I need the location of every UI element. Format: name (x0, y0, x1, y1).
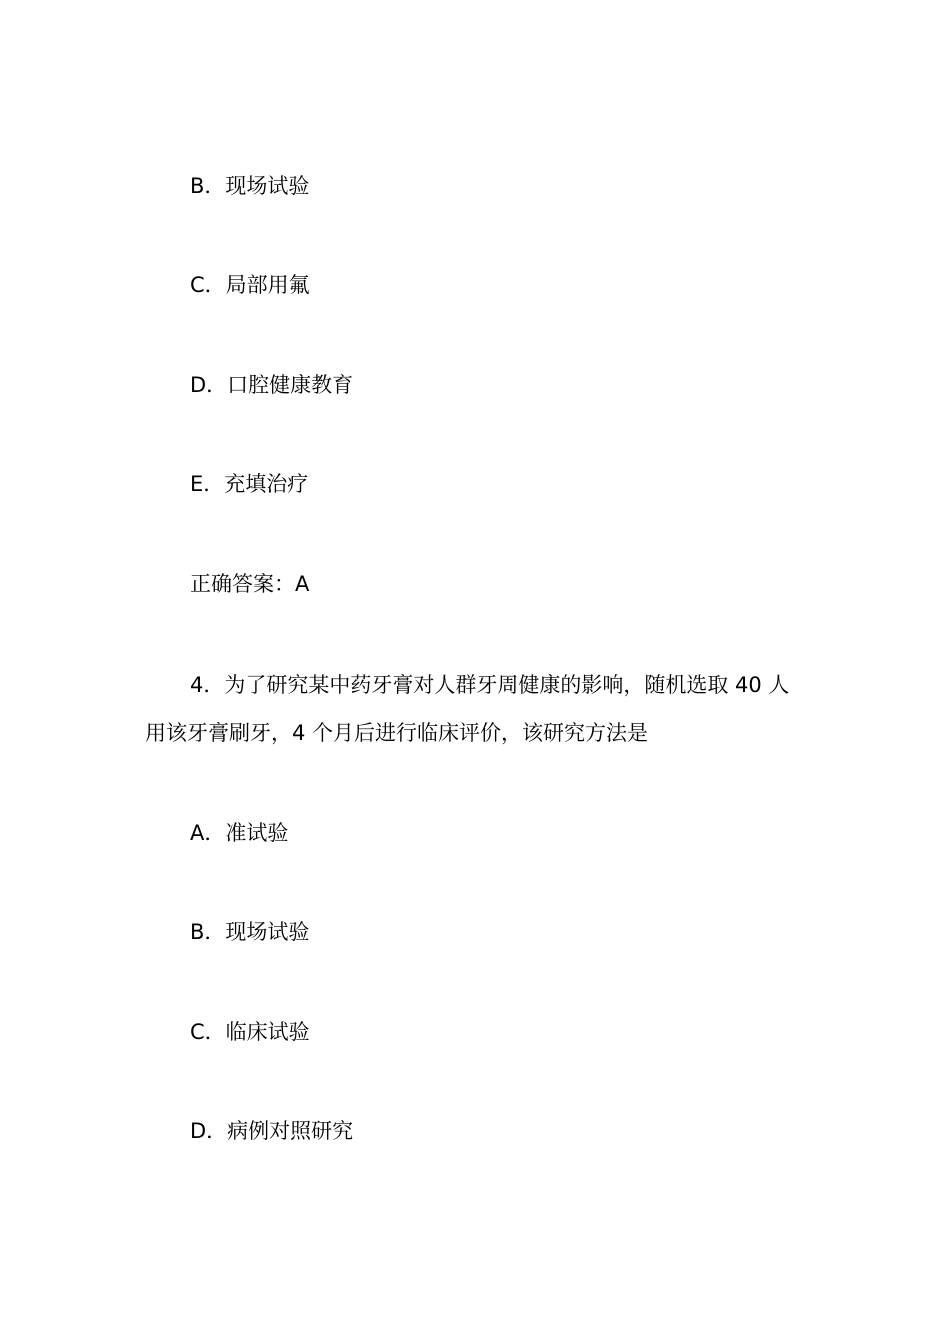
q4-option-d: D．病例对照研究 (190, 1119, 354, 1143)
q3-option-c: C．局部用氟 (190, 273, 310, 297)
q4-option-c: C．临床试验 (190, 1020, 310, 1044)
q4-option-a: A．准试验 (190, 821, 289, 845)
q4-stem-line-1: 4．为了研究某中药牙膏对人群牙周健康的影响，随机选取 40 人 (190, 673, 790, 697)
q4-stem-line-2: 用该牙膏刷牙，4 个月后进行临床评价，该研究方法是 (145, 721, 649, 745)
q3-correct-answer: 正确答案：A (190, 572, 310, 596)
q3-option-d: D．口腔健康教育 (190, 373, 354, 397)
q4-option-b: B．现场试验 (190, 920, 310, 944)
q3-option-b: B．现场试验 (190, 174, 310, 198)
q3-option-e: E．充填治疗 (190, 472, 309, 496)
